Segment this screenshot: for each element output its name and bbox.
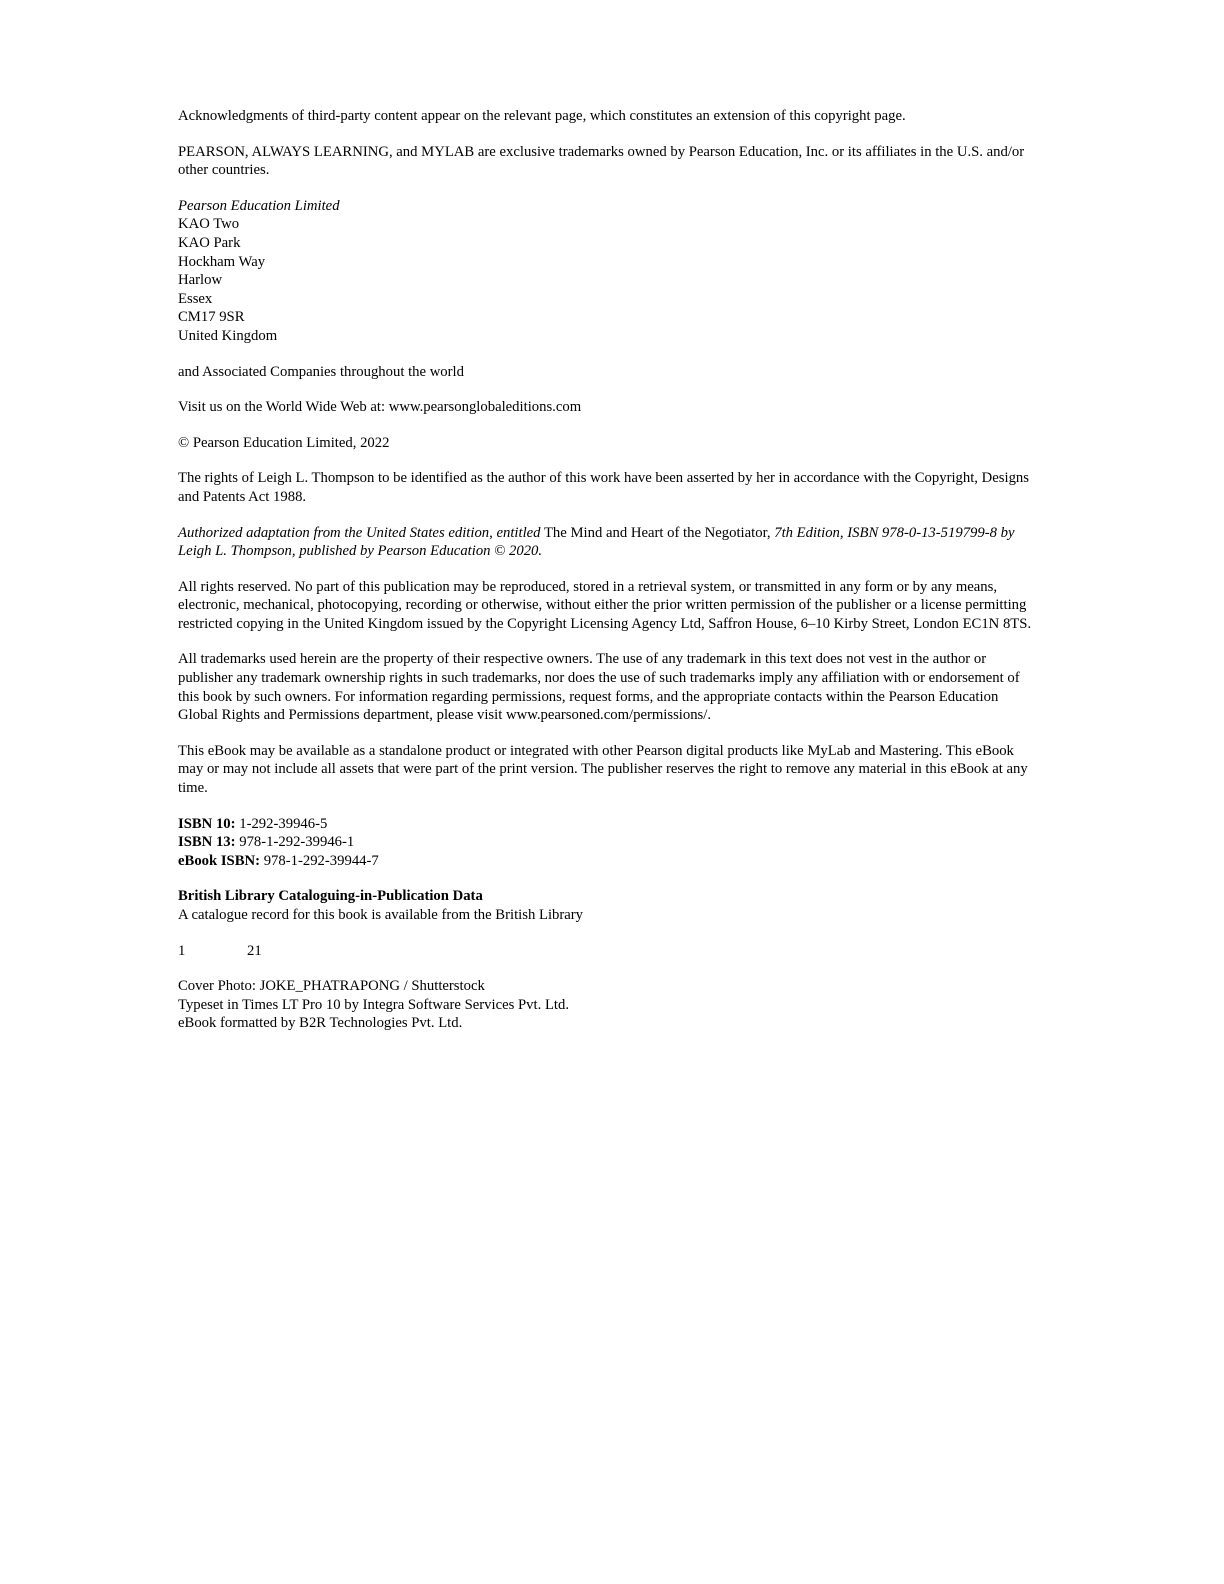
adaptation-intro: Authorized adaptation from the United States edition, entitled — [178, 524, 541, 541]
ebook-isbn-label: eBook ISBN: — [178, 852, 261, 869]
isbn10-line — [178, 815, 1038, 834]
acknowledgments-note: Acknowledgments of third-party content appear on the relevant page, which constitutes an extension of this copyright page. — [178, 108, 906, 124]
address-line: CM17 9SR — [178, 309, 245, 326]
ebook-isbn-line — [178, 852, 1038, 871]
isbn-block — [178, 815, 1038, 871]
isbn10-value: 1-292-39946-5 — [239, 815, 328, 832]
typesetting-credit: Typeset in Times LT Pro 10 by Integra Software Services Pvt. Ltd. — [178, 996, 570, 1013]
trademark-ownership-statement: All trademarks used herein are the property of their respective owners. The use of any trademark in this text does not vest in the author or publisher any trademark ownership rights in such trademarks, nor does the use of such trademarks imply any affiliation with or endorsement of this book by such owners. For information regarding permissions, request forms, and the appropriate contacts within the Pearson Education Global Rights and Permissions department, please visit www.pearsoned.com/permissions/. — [178, 651, 1020, 724]
cover-photo-credit: Cover Photo: JOKE_PHATRAPONG / Shutterstock — [178, 978, 485, 995]
associated-companies-note: and Associated Companies throughout the world — [178, 363, 464, 380]
ebook-availability-statement: This eBook may be available as a standalone product or integrated with other Pearson digital products like MyLab and Mastering. This eBook may or may not include all assets that were part of the print version. The publisher reserves the right to remove any material in this eBook at any time. — [178, 742, 1028, 797]
colophon-block — [178, 977, 1038, 1033]
all-rights-reserved-statement: All rights reserved. No part of this publication may be reproduced, stored in a retrieval system, or transmitted in any form or by any means, electronic, mechanical, photocopying, recording or otherwise, without either the prior written permission of the publisher or a license permitting restricted copying in the United Kingdom issued by the Copyright Licensing Agency Ltd, Saffron House, 6–10 Kirby Street, London EC1N 8TS. — [178, 578, 1032, 632]
address-line: Hockham Way — [178, 253, 266, 270]
adaptation-statement — [178, 524, 1038, 561]
isbn13-value: 978-1-292-39946-1 — [239, 834, 355, 851]
author-rights-statement: The rights of Leigh L. Thompson to be identified as the author of this work have been asserted by her in accordance with the Copyright, Designs and Patents Act 1988. — [178, 470, 1029, 505]
address-line: KAO Two — [178, 216, 240, 233]
printing-number-second: 21 — [247, 942, 262, 959]
address-line: Harlow — [178, 272, 223, 289]
address-line: Essex — [178, 290, 213, 307]
ebook-isbn-value: 978-1-292-39944-7 — [263, 852, 379, 869]
publisher-address-block — [178, 197, 1038, 346]
trademark-statement: PEARSON, ALWAYS LEARNING, and MYLAB are exclusive trademarks owned by Pearson Education, Inc. or its affiliates in the U.S. and/or other countries. — [178, 143, 1025, 179]
isbn13-label: ISBN 13: — [178, 834, 236, 851]
copyright-line: © Pearson Education Limited, 2022 — [178, 434, 390, 451]
british-library-heading: British Library Cataloguing-in-Publication Data — [178, 888, 483, 905]
british-library-line: A catalogue record for this book is available from the British Library — [178, 907, 584, 923]
isbn10-label: ISBN 10: — [178, 815, 236, 832]
publisher-name: Pearson Education Limited — [178, 197, 340, 214]
printing-number-first: 1 — [178, 942, 186, 959]
printing-numbers — [178, 942, 1038, 961]
adaptation-edition: 7th Edition, ISBN 978-0-13-519799-8 by Leigh L. Thompson, published by Pearson Education © 2020. — [178, 524, 1015, 560]
ebook-format-credit: eBook formatted by B2R Technologies Pvt. Ltd. — [178, 1015, 463, 1032]
address-line: United Kingdom — [178, 327, 278, 344]
isbn13-line — [178, 833, 1038, 852]
british-library-block — [178, 887, 1038, 924]
website-note: Visit us on the World Wide Web at: www.pearsonglobaleditions.com — [178, 399, 582, 416]
adaptation-title: The Mind and Heart of the Negotiator, — [543, 524, 771, 541]
address-line: KAO Park — [178, 234, 241, 251]
